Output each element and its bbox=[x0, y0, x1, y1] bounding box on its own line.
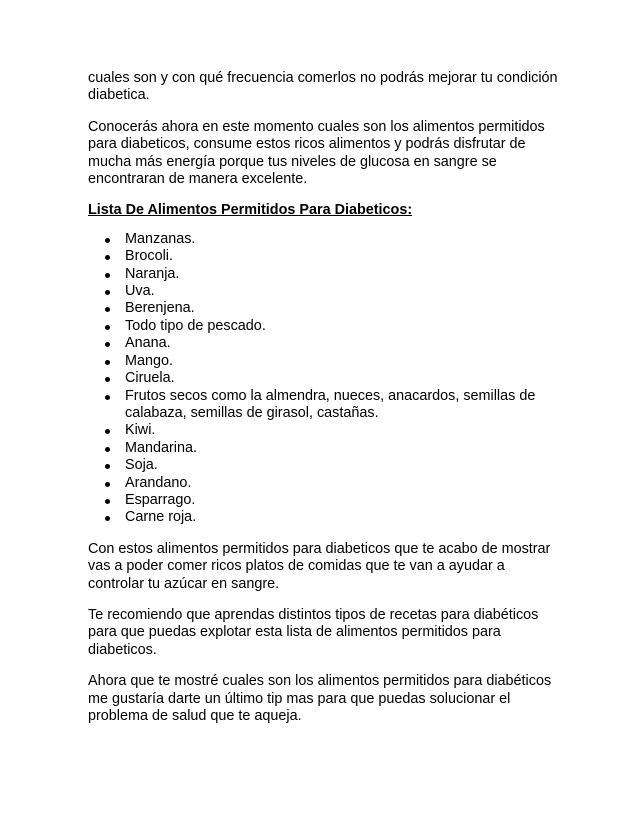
list-item-text: Ciruela. bbox=[125, 370, 175, 387]
list-heading: Lista De Alimentos Permitidos Para Diabeticos: bbox=[88, 202, 413, 219]
list-item-text: Naranja. bbox=[125, 265, 180, 282]
list-item bbox=[88, 475, 558, 492]
list-item bbox=[88, 492, 558, 509]
list-item-text: Berenjena. bbox=[125, 300, 195, 317]
bullet-icon bbox=[105, 342, 110, 347]
document-page bbox=[88, 70, 558, 739]
list-item-text: Soja. bbox=[125, 457, 158, 474]
list-item bbox=[88, 388, 558, 423]
bullet-icon bbox=[105, 395, 110, 400]
list-item bbox=[88, 335, 558, 352]
list-item-text: Kiwi. bbox=[125, 422, 156, 439]
list-item-text: Manzanas. bbox=[125, 230, 196, 247]
list-item-text: Todo tipo de pescado. bbox=[125, 317, 266, 334]
paragraph-allowed-foods-intro: Conocerás ahora en este momento cuales son los alimentos permitidos para diabeticos, consume estos ricos alimentos y podrás disfrutar de mucha más energía porque tus niveles de glucosa en sangre se encontraran de manera excelente. bbox=[88, 118, 545, 188]
list-item bbox=[88, 248, 558, 265]
list-item bbox=[88, 457, 558, 474]
list-item bbox=[88, 422, 558, 439]
paragraph-control-sugar: Con estos alimentos permitidos para diabeticos que te acabo de mostrar vas a poder comer ricos platos de comidas que te van a ayudar a controlar tu azúcar en sangre. bbox=[88, 540, 551, 592]
food-list bbox=[88, 231, 558, 527]
bullet-icon bbox=[105, 307, 110, 312]
paragraph-last-tip: Ahora que te mostré cuales son los alimentos permitidos para diabéticos me gustaría darte un último tip mas para que puedas solucionar el problema de salud que te aqueja. bbox=[88, 673, 552, 724]
bullet-icon bbox=[105, 360, 110, 365]
bullet-icon bbox=[105, 429, 110, 434]
bullet-icon bbox=[105, 273, 110, 278]
list-item bbox=[88, 370, 558, 387]
list-item-text: Carne roja. bbox=[125, 509, 197, 526]
paragraph-intro: cuales son y con qué frecuencia comerlos no podrás mejorar tu condición diabetica. bbox=[88, 70, 558, 104]
list-item bbox=[88, 300, 558, 317]
list-item-text: Frutos secos como la almendra, nueces, anacardos, semillas de calabaza, semillas de girasol, castañas. bbox=[125, 387, 536, 421]
bullet-icon bbox=[105, 377, 110, 382]
list-item-text: Mango. bbox=[125, 352, 173, 369]
list-item-text: Uva. bbox=[125, 283, 155, 300]
list-item-text: Esparrago. bbox=[125, 491, 196, 508]
list-item bbox=[88, 509, 558, 526]
list-item bbox=[88, 318, 558, 335]
list-item bbox=[88, 440, 558, 457]
bullet-icon bbox=[105, 447, 110, 452]
list-item-text: Brocoli. bbox=[125, 248, 173, 265]
list-item bbox=[88, 353, 558, 370]
bullet-icon bbox=[105, 255, 110, 260]
bullet-icon bbox=[105, 499, 110, 504]
paragraph-recipes: Te recomiendo que aprendas distintos tipos de recetas para diabéticos para que puedas explotar esta lista de alimentos permitidos para diabeticos. bbox=[88, 606, 539, 658]
list-item-text: Arandano. bbox=[125, 474, 192, 491]
bullet-icon bbox=[105, 482, 110, 487]
bullet-icon bbox=[105, 464, 110, 469]
list-item-text: Anana. bbox=[125, 335, 171, 352]
bullet-icon bbox=[105, 290, 110, 295]
bullet-icon bbox=[105, 238, 110, 243]
bullet-icon bbox=[105, 325, 110, 330]
bullet-icon bbox=[105, 516, 110, 521]
list-item bbox=[88, 231, 558, 248]
list-item-text: Mandarina. bbox=[125, 439, 197, 456]
list-item bbox=[88, 266, 558, 283]
list-item bbox=[88, 283, 558, 300]
